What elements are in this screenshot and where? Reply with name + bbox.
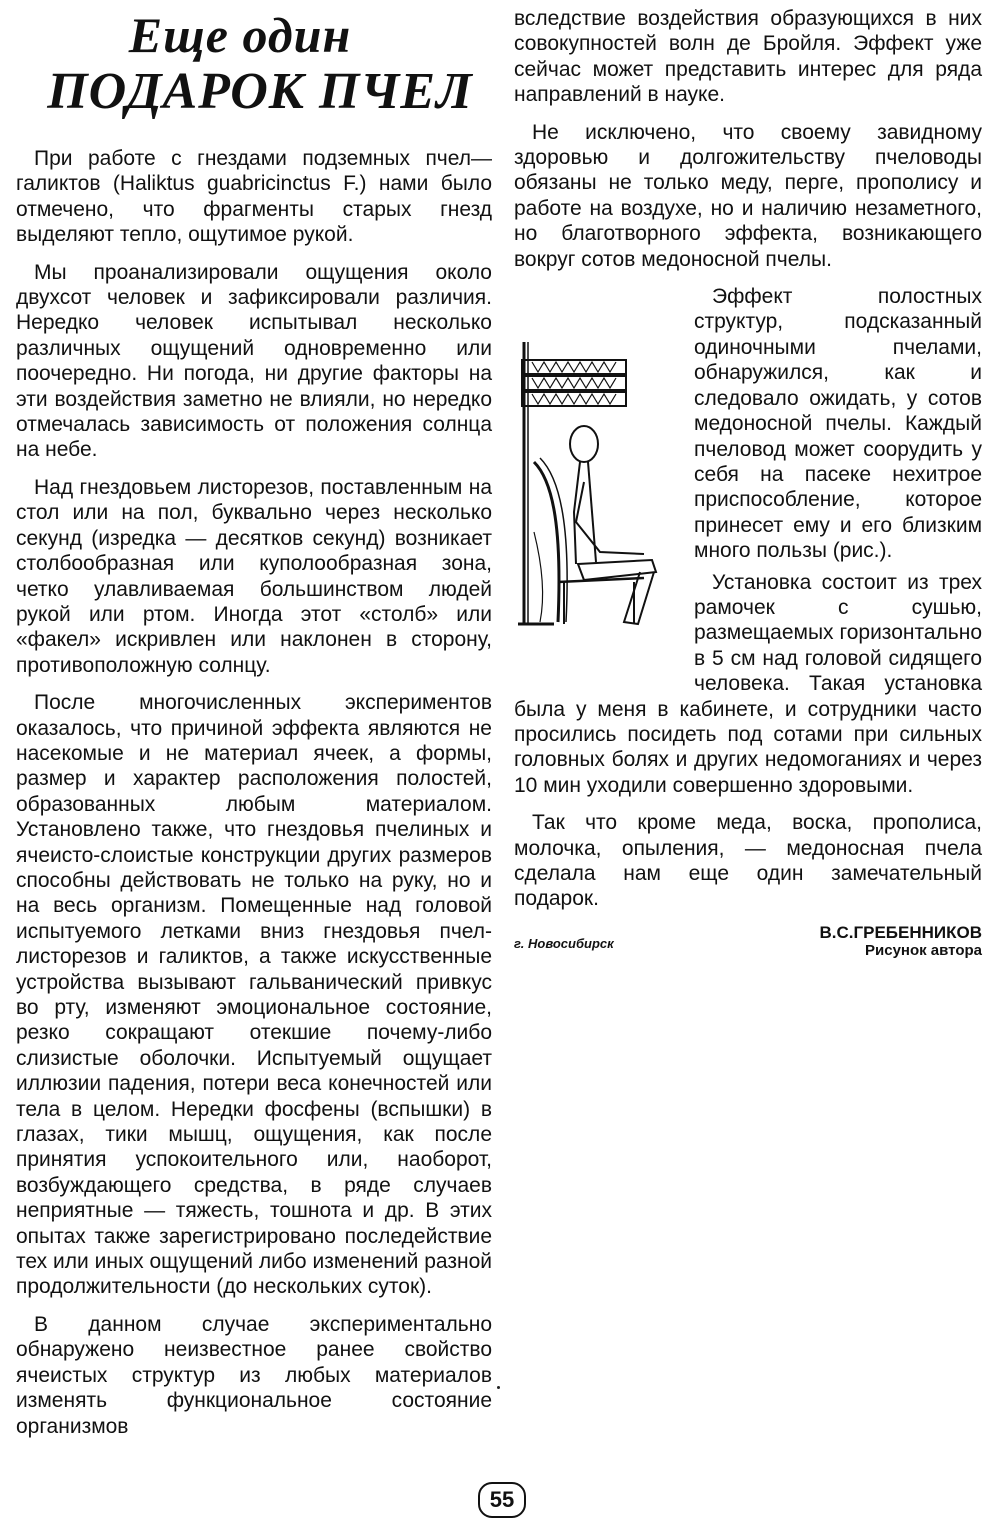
paragraph-with-figure [514,284,982,563]
author-name: В.С.ГРЕБЕННИКОВ [819,922,982,942]
left-column [16,146,492,1451]
paragraph: Мы проанализировали ощущения около двухсот человек и зафиксировали различия. Нередко человек испытывал несколько различных ощущений одновременно или поочередно. Ни погода, ни другие факторы на эти воздействия заметно не влияли, но нередко отмечалась зависимость от положения солнца на небе. [16,260,492,462]
article-title [30,7,490,120]
paragraph: При работе с гнездами подземных пчел—галиктов (Haliktus guabricinctus F.) нами было отмечено, что фрагменты старых гнезд выделяют тепло, ощутимое рукой. [16,147,492,247]
paragraph: вследствие воздействия образующихся в них совокупностей волн де Бройля. Эффект уже сейчас может представить интерес для ряда направлений в науке. [514,7,982,107]
paragraph: Так что кроме меда, воска, прополиса, молочка, опыления, — медоносная пчела сделала нам еще один замечательный подарок. [514,811,982,911]
paragraph: Над гнездовьем листорезов, поставленным на стол или на пол, буквально через несколько секунд (изредка — десятков секунд) возникает столбообразная или куполообразная зона, четко улавливаемая большинством людей рукой или ртом. Иногда этот «столб» или «факел» искривлен или наклонен в сторону, противоположную солнцу. [16,475,492,677]
paragraph: В данном случае экспериментально обнаружено неизвестное ранее свойство ячеистых структур из любых материалов изменять функциональное состояние организмов [16,1312,492,1438]
figure-illustration [514,332,686,672]
seated-person-under-frames-drawing [514,332,686,632]
paragraph: Установка состоит из трех рамочек с сушью, размещаемых горизонтально в 5 см над головой сидящего человека. Такая установка была у меня в кабинете, и сотрудники часто просились посидеть под сотами при сильных головных болях и других недомоганиях и через 10 мин уходили совершенно здоровыми. [514,570,982,797]
page-number: 55 [478,1482,526,1518]
title-line-2: ПОДАРОК ПЧЕЛ [47,63,473,120]
paragraph: После многочисленных экспериментов оказалось, что причиной эффекта являются не насекомые и не материал ячеек, а формы, размер и характер расположения полостей, образованных любым материалом. Установлено также, что гнездовья пчелиных и ячеисто-слоистые конструкции других размеров способны действовать не только на руку, но и на весь организм. Помещенные над головой испытуемого летками вниз гнездовья пчел-листорезов и галиктов, а также искусственные устройства вызывают гальванический привкус во рту, изменяют эмоциональное состояние, резко сокращают отекшие почему-либо слизистые оболочки. Испытуемый ощущает иллюзии падения, потери веса конечностей или тела в целом. Нередки фосфены (вспышки) в глазах, тики мышц, ощущения, как после принятия успокоительного или, наоборот, возбуждающего средства, в ряде случаев неприятные — тяжесть, тошнота и др. В этих опытах также зарегистрировано последействие тех или иных ощущений либо изменений разной продолжительности (до нескольких суток). [16,691,492,1299]
right-column [514,6,982,960]
title-line-1: Еще один [128,7,352,63]
paragraph-text: Эффект полостных структур, подсказанный одиночными пчелами, обнаружился, как и следовало ожидать, у сотов медоносной пчелы. Каждый пчеловод может соорудить у себя на пасеке нехитрое приспособление, которое принесет ему и его близким много пользы (рис.). [694,285,982,563]
illustration-credit: Рисунок автора [865,941,982,959]
paragraph: Не исключено, что своему завидному здоровью и долгожительству пчеловоды обязаны не только меду, перге, прополису и работе на воздухе, но и наличию незаметного, но благотворного эффекта, возникающего вокруг сотов медоносной пчелы. [514,120,982,271]
author-city: г. Новосибирск [514,936,614,951]
stray-dot [497,1386,500,1389]
